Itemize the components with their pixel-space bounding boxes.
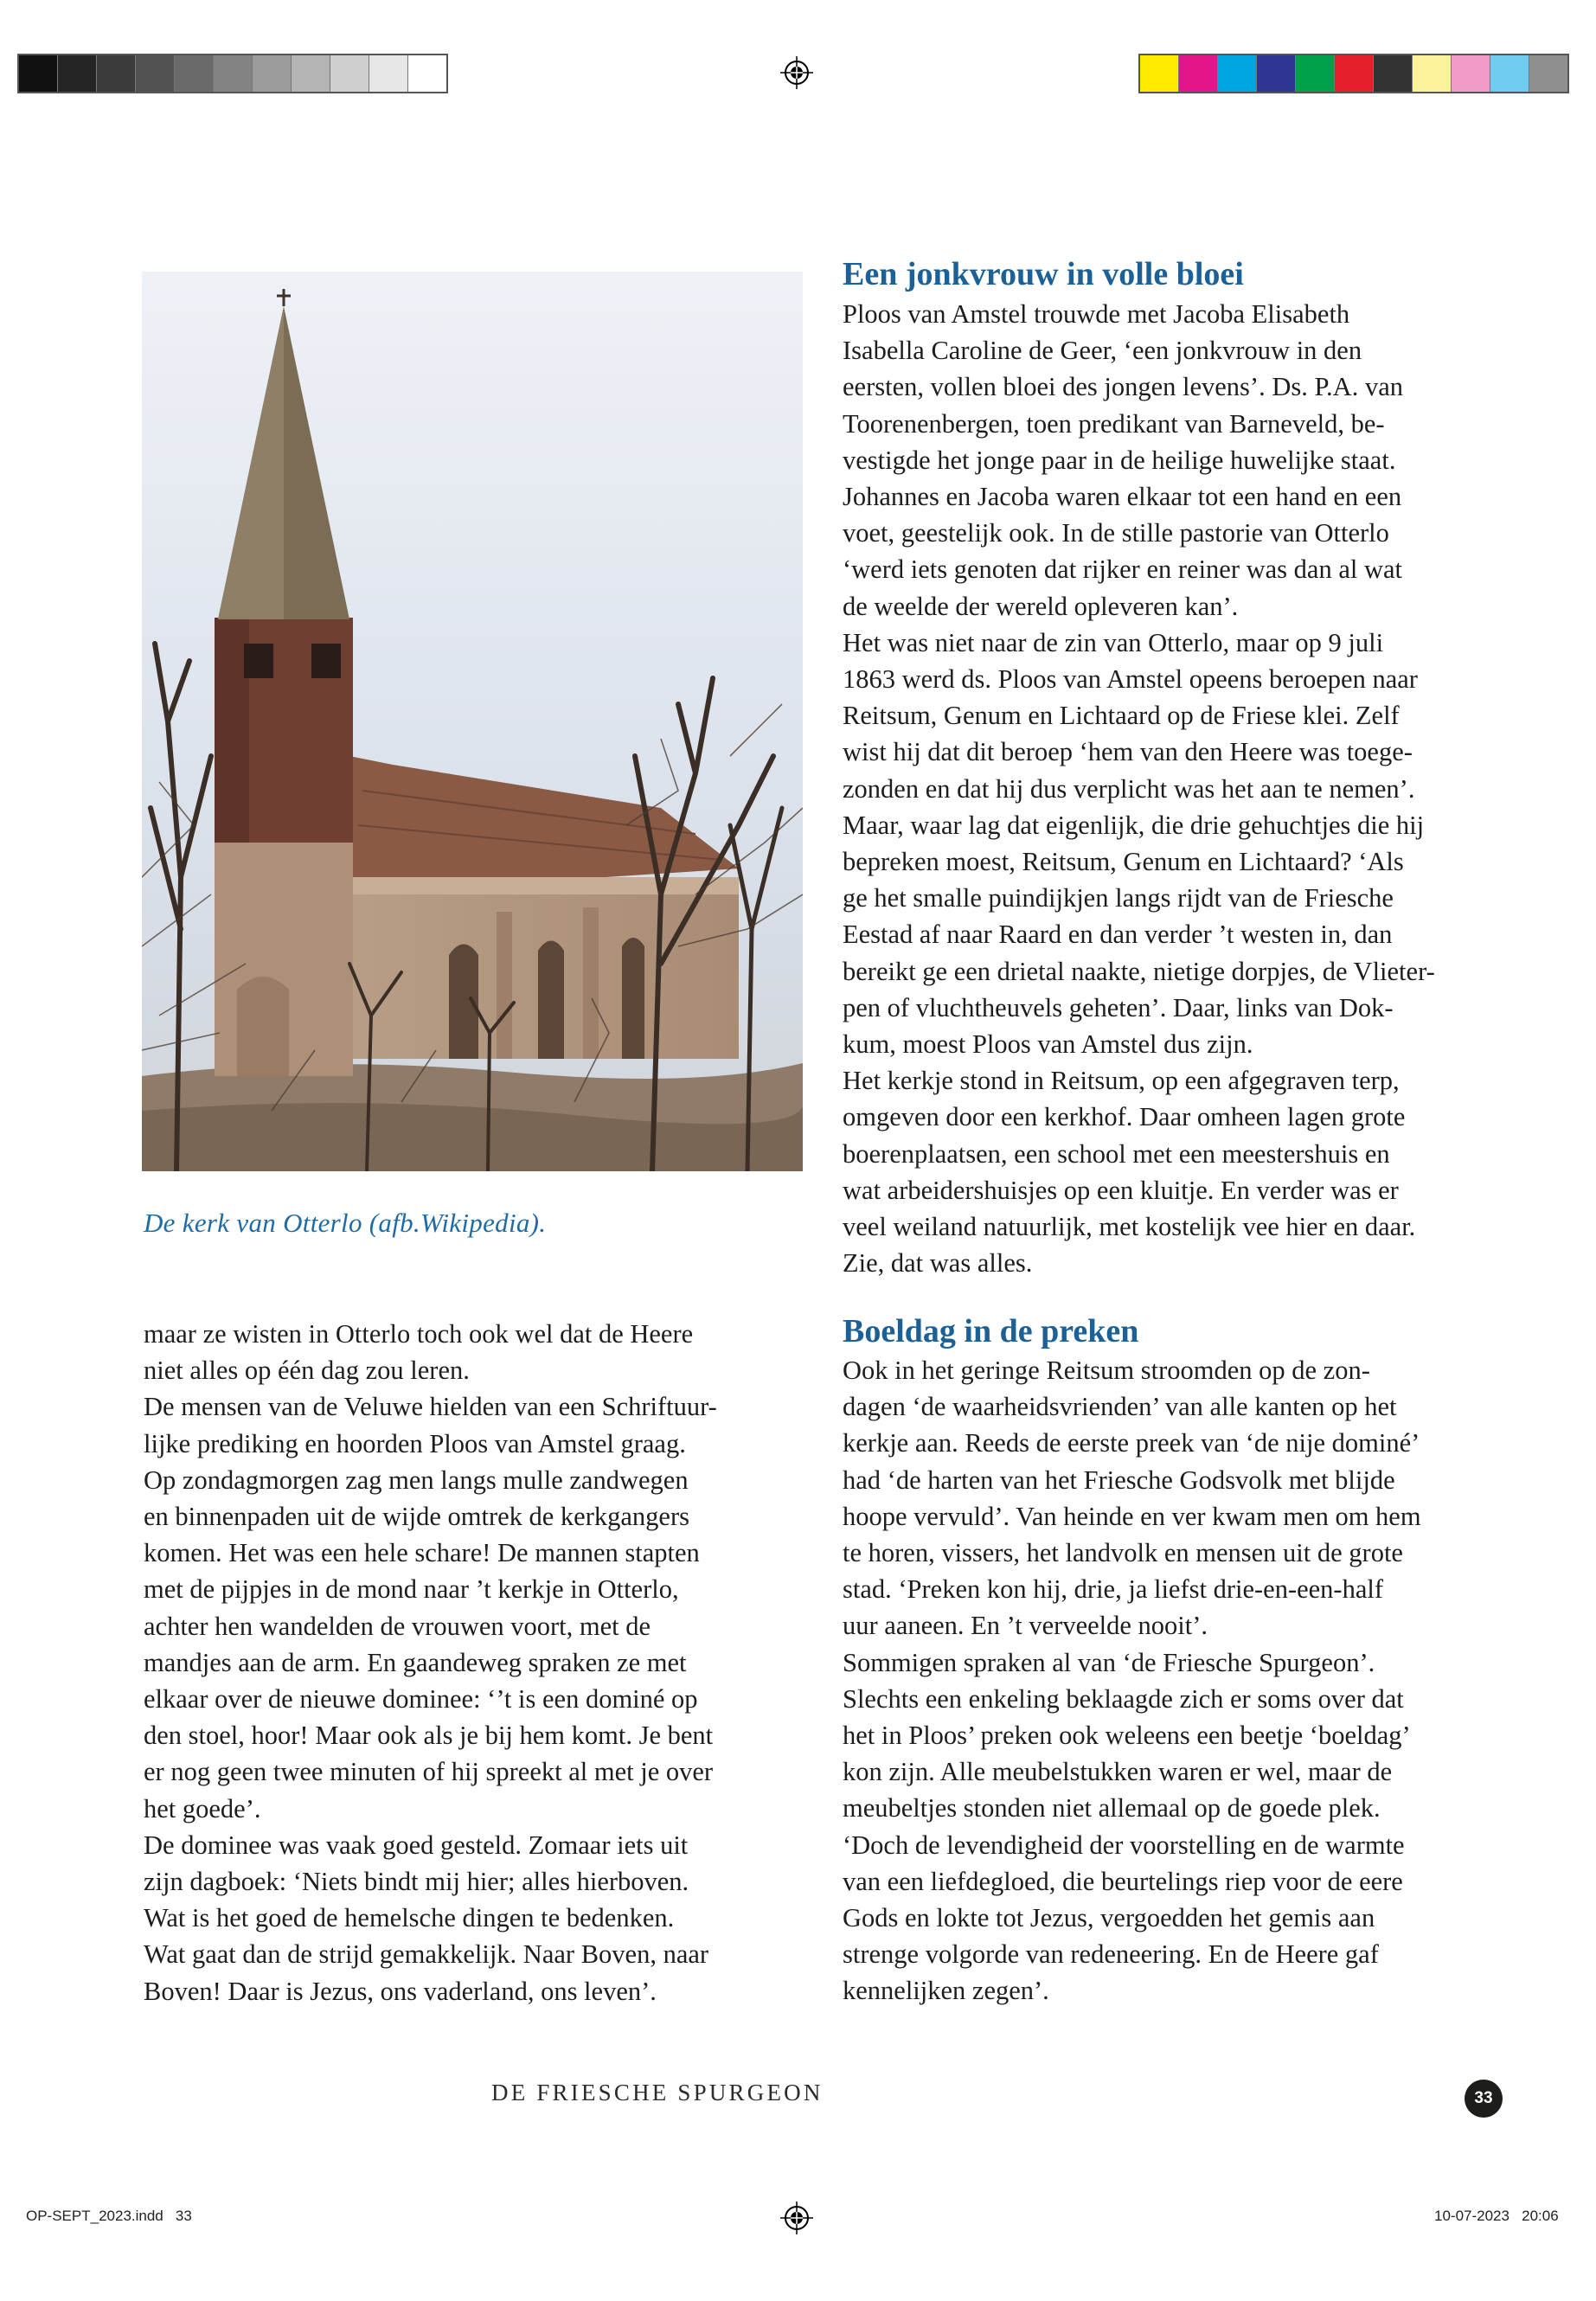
section-1-text xyxy=(843,296,1517,1281)
text-line: kerkje aan. Reeds de eerste preek van ‘de nije dominé’ xyxy=(843,1428,1420,1458)
text-line: vestigde het jonge paar in de heilige huwelijke staat. xyxy=(843,445,1396,475)
text-line: niet alles op één dag zou leren. xyxy=(144,1356,470,1386)
section-heading-boeldag: Boeldag in de preken xyxy=(843,1313,1139,1349)
color-calibration-bar xyxy=(1138,54,1569,93)
text-line: van een liefdegloed, die beurtelings riep voor de eere xyxy=(843,1866,1403,1896)
gray-swatch xyxy=(253,55,292,92)
text-line: 1863 werd ds. Ploos van Amstel opeens beroepen naar xyxy=(843,664,1418,695)
text-line: wat arbeidershuisjes op een kluitje. En verder was er xyxy=(843,1175,1399,1205)
gray-swatch xyxy=(19,55,58,92)
gray-swatch xyxy=(97,55,136,92)
text-line: Het was niet naar de zin van Otterlo, maar op 9 juli xyxy=(843,627,1384,657)
text-line: met de pijpjes in de mond naar ’t kerkje in Otterlo, xyxy=(144,1574,679,1605)
text-line: De mensen van de Veluwe hielden van een Schriftuur- xyxy=(144,1392,717,1422)
photo-caption: De kerk van Otterlo (afb.Wikipedia). xyxy=(144,1208,547,1238)
text-line: Gods en lokte tot Jezus, vergoedden het gemis aan xyxy=(843,1903,1375,1933)
text-line: den stoel, hoor! Maar ook als je bij hem komt. Je bent xyxy=(144,1721,714,1751)
running-title: DE FRIESCHE SPURGEON xyxy=(491,2080,824,2106)
gray-swatch xyxy=(369,55,408,92)
text-line: ‘Doch de levendigheid der voorstelling en de warmte xyxy=(843,1830,1405,1860)
text-line: meubeltjes stonden niet allemaal op de goede plek. xyxy=(843,1793,1381,1823)
text-line: kennelijken zegen’. xyxy=(843,1976,1049,2006)
section-2-text xyxy=(843,1352,1517,2009)
color-swatch xyxy=(1490,55,1529,92)
left-column-text xyxy=(144,1316,810,2009)
text-line: het in Ploos’ preken ook weleens een beetje ‘boeldag’ xyxy=(843,1721,1411,1751)
color-swatch xyxy=(1452,55,1490,92)
gray-swatch xyxy=(292,55,330,92)
color-swatch xyxy=(1374,55,1413,92)
text-line: wist hij dat dit beroep ‘hem van den Heere was toege- xyxy=(843,737,1413,767)
text-line: Isabella Caroline de Geer, ‘een jonkvrouw in den xyxy=(843,336,1362,366)
text-line: Reitsum, Genum en Lichtaard op de Friese klei. Zelf xyxy=(843,701,1400,731)
gray-swatch xyxy=(136,55,175,92)
text-line: komen. Het was een hele schare! De mannen stapten xyxy=(144,1538,700,1568)
text-line: had ‘de harten van het Friesche Godsvolk met blijde xyxy=(843,1465,1395,1495)
text-line: mandjes aan de arm. En gaandeweg spraken ze met xyxy=(144,1647,687,1677)
gray-swatch xyxy=(58,55,97,92)
text-line: voet, geestelijk ook. In de stille pastorie van Otterlo xyxy=(843,518,1389,548)
text-line: zijn dagboek: ‘Niets bindt mij hier; alles hierboven. xyxy=(144,1867,689,1897)
gray-swatch xyxy=(175,55,214,92)
text-line: hoope vervuld’. Van heinde en ver kwam men om hem xyxy=(843,1501,1421,1531)
text-line: ge het smalle puindijkjen langs rijdt van de Friesche xyxy=(843,883,1394,913)
page-number: 33 xyxy=(1465,2080,1503,2118)
text-line: elkaar over de nieuwe dominee: ‘’t is een dominé op xyxy=(144,1684,698,1715)
text-line: Johannes en Jacoba waren elkaar tot een hand en een xyxy=(843,482,1402,512)
color-swatch xyxy=(1179,55,1218,92)
text-line: te horen, vissers, het landvolk en mensen uit de grote xyxy=(843,1538,1403,1568)
text-line: Boven! Daar is Jezus, ons vaderland, ons leven’. xyxy=(144,1976,657,2006)
grayscale-calibration-bar xyxy=(17,54,448,93)
registration-mark-top-icon xyxy=(780,56,813,89)
text-line: er nog geen twee minuten of hij spreekt al met je over xyxy=(144,1757,714,1787)
text-line: maar ze wisten in Otterlo toch ook wel dat de Heere xyxy=(144,1319,694,1349)
color-swatch xyxy=(1413,55,1452,92)
gray-swatch xyxy=(330,55,369,92)
church-photo xyxy=(142,272,803,1171)
section-heading-jonkvrouw: Een jonkvrouw in volle bloei xyxy=(843,256,1244,292)
text-line: Ploos van Amstel trouwde met Jacoba Elisabeth xyxy=(843,299,1350,329)
text-line: uur aaneen. En ’t verveelde nooit’. xyxy=(843,1611,1208,1641)
text-line: kum, moest Ploos van Amstel dus zijn. xyxy=(843,1029,1253,1060)
text-line: kon zijn. Alle meubelstukken waren er wel, maar de xyxy=(843,1757,1393,1787)
text-line: en binnenpaden uit de wijde omtrek de kerkgangers xyxy=(144,1502,689,1532)
text-line: Wat is het goed de hemelsche dingen te bedenken. xyxy=(144,1903,675,1933)
slug-file-info: OP-SEPT_2023.indd 33 xyxy=(26,2208,192,2224)
gray-swatch xyxy=(408,55,446,92)
text-line: De dominee was vaak goed gesteld. Zomaar iets uit xyxy=(144,1830,689,1860)
text-line: het goede’. xyxy=(144,1793,261,1823)
text-line: strenge volgorde van redeneering. En de Heere gaf xyxy=(843,1939,1379,1970)
color-swatch xyxy=(1218,55,1257,92)
text-line: Eestad af naar Raard en dan verder ’t westen in, dan xyxy=(843,920,1393,950)
text-line: stad. ‘Preken kon hij, drie, ja liefst drie-en-een-half xyxy=(843,1574,1384,1605)
text-line: pen of vluchtheuvels geheten’. Daar, links van Dok- xyxy=(843,992,1394,1022)
gray-swatch xyxy=(214,55,253,92)
slug-date-info: 10-07-2023 20:06 xyxy=(1434,2208,1559,2224)
text-line: Zie, dat was alles. xyxy=(843,1248,1033,1279)
text-line: Het kerkje stond in Reitsum, op een afgegraven terp, xyxy=(843,1066,1400,1096)
text-line: bereikt ge een drietal naakte, nietige dorpjes, de Vlieter- xyxy=(843,956,1435,986)
color-swatch xyxy=(1296,55,1335,92)
text-line: Ook in het geringe Reitsum stroomden op de zon- xyxy=(843,1356,1370,1385)
text-line: omgeven door een kerkhof. Daar omheen lagen grote xyxy=(843,1102,1406,1132)
text-line: de weelde der wereld opleveren kan’. xyxy=(843,591,1239,621)
registration-mark-bottom-icon xyxy=(780,2202,813,2234)
text-line: Slechts een enkeling beklaagde zich er soms over dat xyxy=(843,1683,1404,1714)
text-line: zonden en dat hij dus verplicht was het aan te nemen’. xyxy=(843,773,1415,804)
color-swatch xyxy=(1529,55,1567,92)
text-line: Wat gaat dan de strijd gemakkelijk. Naar Boven, naar xyxy=(144,1939,709,1970)
text-line: eersten, vollen bloei des jongen levens’. Ds. P.A. van xyxy=(843,372,1403,402)
text-line: boerenplaatsen, een school met een meestershuis en xyxy=(843,1138,1390,1169)
color-swatch xyxy=(1257,55,1296,92)
text-line: dagen ‘de waarheidsvrienden’ van alle kanten op het xyxy=(843,1392,1397,1422)
text-line: ‘werd iets genoten dat rijker en reiner was dan al wat xyxy=(843,554,1403,585)
text-line: Op zondagmorgen zag men langs mulle zandwegen xyxy=(144,1465,689,1495)
text-line: veel weiland natuurlijk, met kostelijk vee hier en daar. xyxy=(843,1212,1416,1242)
color-swatch xyxy=(1140,55,1179,92)
text-line: achter hen wandelden de vrouwen voort, met de xyxy=(144,1611,651,1641)
text-line: Sommigen spraken al van ‘de Friesche Spurgeon’. xyxy=(843,1647,1375,1677)
text-line: Maar, waar lag dat eigenlijk, die drie gehuchtjes die hij xyxy=(843,810,1425,840)
color-swatch xyxy=(1335,55,1374,92)
text-line: bepreken moest, Reitsum, Genum en Lichtaard? ‘Als xyxy=(843,847,1404,877)
text-line: lijke prediking en hoorden Ploos van Amstel graag. xyxy=(144,1428,686,1458)
text-line: Toorenenbergen, toen predikant van Barneveld, be- xyxy=(843,408,1385,439)
